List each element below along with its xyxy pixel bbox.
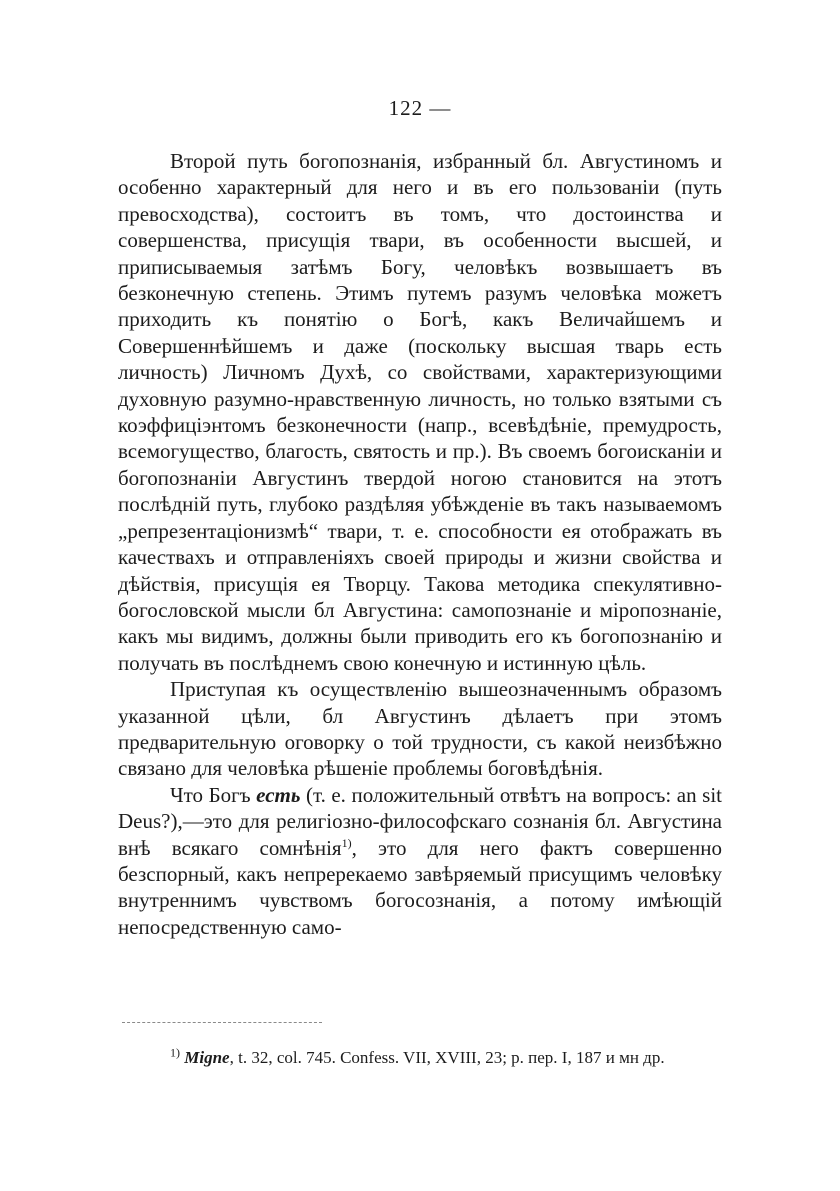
footnote-divider	[122, 1022, 322, 1023]
footnote-mark: 1)	[170, 1045, 180, 1060]
paragraph-text-after: (т. е. положительный отвѣтъ на вопросъ: an sit Deus?),—это для религіозно-философскаго сознанія бл. Августина внѣ всякаго сомнѣнія	[118, 782, 722, 860]
body-text	[118, 148, 722, 940]
page-number: 122 —	[388, 96, 452, 120]
paragraph-difficulty: Приступая къ осуществленію вышеозначеннымъ образомъ указанной цѣли, бл Августинъ дѣлаетъ при этомъ предварительную оговорку о той трудности, съ какой неизбѣжно связано для человѣка рѣшеніе проблемы боговѣдѣнія.	[118, 677, 722, 781]
paragraph-text-before: Что Богъ	[170, 782, 257, 807]
footnote-author: Migne	[184, 1048, 230, 1067]
footnote	[118, 1046, 722, 1070]
paragraph-god-exists	[118, 782, 722, 940]
footnote-reference[interactable]: 1)	[341, 835, 352, 850]
footnote-text: , t. 32, col. 745. Confess. VII, XVIII, 23; р. пер. I, 187 и мн др.	[229, 1048, 665, 1067]
emphasized-word: есть	[256, 782, 301, 807]
paragraph-text-tail: , это для него фактъ совершенно безспорный, какъ непререкаемо завѣряемый присущимъ человѣку внутреннимъ чувствомъ богосознанія, а потому имѣющій непосредственную само-	[118, 835, 722, 939]
paragraph-via-eminentiae: Второй путь богопознанія, избранный бл. Августиномъ и особенно характерный для него и въ его пользованіи (путь превосходства), состоитъ въ томъ, что достоинства и совершенства, присущія твари, въ особенности высшей, и приписываемыя затѣмъ Богу, человѣкъ возвышаетъ въ безконечную степень. Этимъ путемъ разумъ человѣка можетъ приходить къ понятію о Богѣ, какъ Величайшемъ и Совершеннѣйшемъ и даже (поскольку высшая тварь есть личность) Личномъ Духѣ, со свойствами, характеризующими духовную разумно-нравственную личность, но только взятыми съ коэффиціэнтомъ безконечности (напр., всевѣдѣніе, премудрость, всемогущество, благость, святость и пр.). Въ своемъ богоисканіи и богопознаніи Августинъ твердой ногою становится на этотъ послѣдній путь, глубоко раздѣляя убѣжденіе въ такъ называемомъ „репрезентаціонизмѣ“ твари, т. е. способности ея отображать въ качествахъ и отправленіяхъ своей природы и жизни свойства и дѣйствія, присущія ея Творцу. Такова методика спекулятивно-богословской мысли бл Августина: самопознаніе и міропознаніе, какъ мы видимъ, должны были приводить его къ богопознанію и получать въ послѣднемъ свою конечную и истинную цѣль.	[118, 149, 722, 675]
